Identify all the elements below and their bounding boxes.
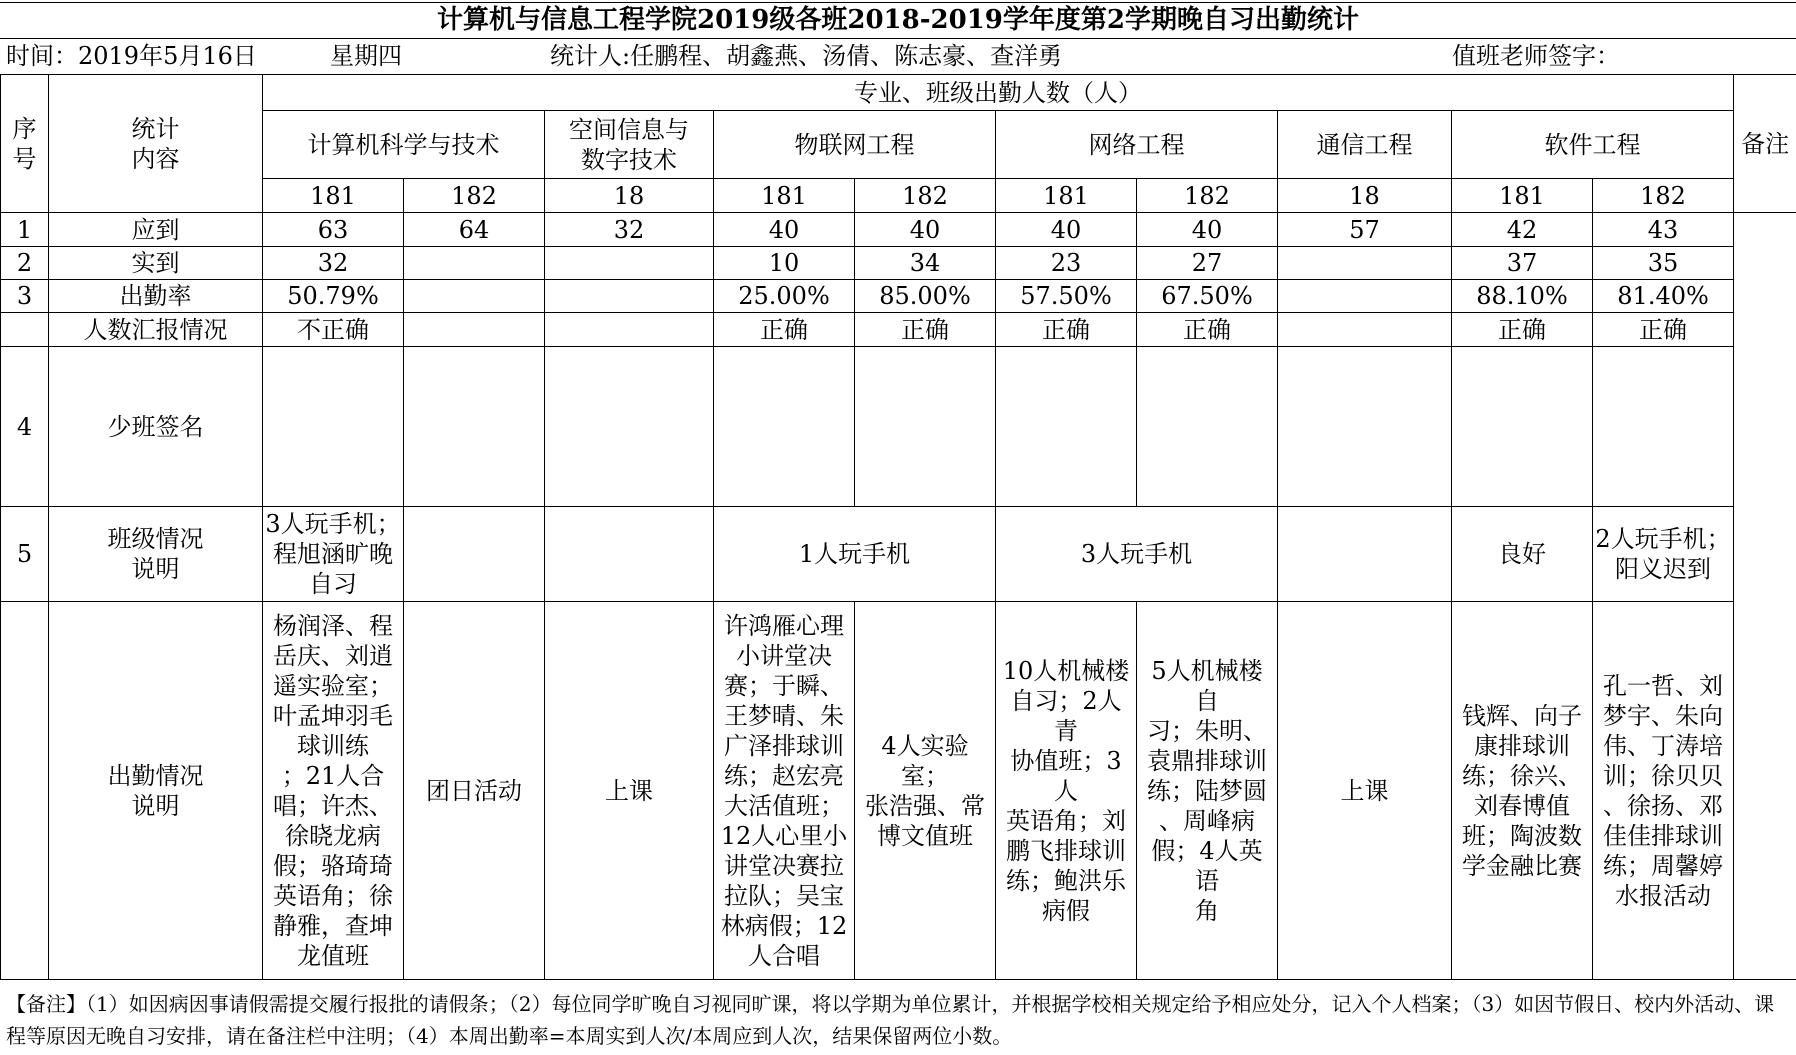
counters-label: 统计人:任鹏程、胡鑫燕、汤倩、陈志豪、查洋勇	[550, 42, 1063, 70]
value-cell: 34	[855, 247, 996, 280]
class-cell: 181	[1452, 179, 1593, 213]
attendance-note: 上课	[545, 602, 714, 980]
value-cell: 35	[1593, 247, 1734, 280]
sign-cell	[1278, 347, 1452, 507]
situation-sw181: 良好	[1452, 507, 1593, 602]
seq-cell: 4	[1, 347, 49, 507]
seq-cell: 3	[1, 280, 49, 313]
value-cell: 67.50%	[1137, 280, 1278, 313]
value-cell: 23	[996, 247, 1137, 280]
value-cell: 正确	[855, 313, 996, 347]
value-cell: 57	[1278, 213, 1452, 247]
value-cell: 40	[714, 213, 855, 247]
value-cell: 40	[996, 213, 1137, 247]
seq-cell	[1, 313, 49, 347]
row-label: 实到	[49, 247, 263, 280]
header-row-group	[1, 75, 1796, 111]
teacher-signature-label: 值班老师签字：	[1452, 42, 1620, 70]
situation-cell	[1278, 507, 1452, 602]
row-label: 出勤率	[49, 280, 263, 313]
value-cell: 85.00%	[855, 280, 996, 313]
value-cell: 正确	[714, 313, 855, 347]
row-actual	[1, 247, 1796, 280]
seq-cell: 5	[1, 507, 49, 602]
row-label: 人数汇报情况	[49, 313, 263, 347]
value-cell	[404, 247, 545, 280]
value-cell	[545, 280, 714, 313]
weekday-label: 星期四	[330, 42, 402, 70]
major-cs: 计算机科学与技术	[263, 111, 545, 179]
attendance-table	[0, 74, 1796, 980]
situation-cell	[545, 507, 714, 602]
class-cell: 181	[996, 179, 1137, 213]
attendance-note: 孔一哲、刘 梦宇、朱向 伟、丁涛培 训；徐贝贝 、徐扬、邓 佳佳排球训 练；周馨婷 水报活动	[1593, 602, 1734, 980]
header-row-classes	[1, 179, 1796, 213]
header-remark: 备注	[1734, 75, 1796, 213]
value-cell: 27	[1137, 247, 1278, 280]
attendance-note: 杨润泽、程 岳庆、刘逍 遥实验室； 叶孟坤羽毛 球训练 ；21人合 唱；许杰、 徐晓龙病 假；骆琦琦 英语角；徐 静雅，查坤 龙值班	[263, 602, 404, 980]
row-attendance	[1, 602, 1796, 980]
value-cell: 32	[263, 247, 404, 280]
value-cell: 81.40%	[1593, 280, 1734, 313]
row-label: 少班签名	[49, 347, 263, 507]
sign-cell	[855, 347, 996, 507]
attendance-note: 10人机械楼 自习；2人青 协值班；3人 英语角；刘 鹏飞排球训 练；鲍洪乐 病假	[996, 602, 1137, 980]
value-cell: 42	[1452, 213, 1593, 247]
row-label: 出勤情况 说明	[49, 602, 263, 980]
row-due	[1, 213, 1796, 247]
sheet-title: 计算机与信息工程学院2019级各班2018-2019学年度第2学期晚自习出勤统计	[437, 5, 1359, 35]
value-cell: 正确	[1593, 313, 1734, 347]
value-cell: 正确	[996, 313, 1137, 347]
value-cell: 不正确	[263, 313, 404, 347]
situation-cell	[404, 507, 545, 602]
seq-cell: 2	[1, 247, 49, 280]
value-cell: 43	[1593, 213, 1734, 247]
value-cell: 88.10%	[1452, 280, 1593, 313]
row-report	[1, 313, 1796, 347]
attendance-note: 5人机械楼自 习；朱明、 袁鼎排球训 练；陆梦圆 、周峰病 假；4人英语 角	[1137, 602, 1278, 980]
situation-iot: 1人玩手机	[714, 507, 996, 602]
footnote: 【备注】（1）如因病因事请假需提交履行报批的请假条；（2）每位同学旷晚自习视同旷课，将以学期为单位累计，并根据学校相关规定给予相应处分，记入个人档案；（3）如因节假日、校内外活动、课程等原因无晚自习安排，请在备注栏中注明；（4）本周出勤率=本周实到人次/本周应到人次，结果保留两位小数。	[6, 992, 1775, 1048]
value-cell: 37	[1452, 247, 1593, 280]
value-cell	[404, 313, 545, 347]
situation-network: 3人玩手机	[996, 507, 1278, 602]
sign-cell	[263, 347, 404, 507]
class-cell: 18	[545, 179, 714, 213]
row-rate	[1, 280, 1796, 313]
value-cell: 63	[263, 213, 404, 247]
remark-cell	[1734, 213, 1796, 980]
value-cell: 40	[855, 213, 996, 247]
value-cell: 10	[714, 247, 855, 280]
value-cell: 32	[545, 213, 714, 247]
sign-cell	[545, 347, 714, 507]
value-cell: 40	[1137, 213, 1278, 247]
seq-cell: 1	[1, 213, 49, 247]
sign-cell	[1137, 347, 1278, 507]
value-cell	[1278, 247, 1452, 280]
value-cell	[545, 313, 714, 347]
class-cell: 182	[404, 179, 545, 213]
sign-cell	[404, 347, 545, 507]
attendance-note: 许鸿雁心理 小讲堂决 赛；于瞬、 王梦晴、朱 广泽排球训 练；赵宏亮 大活值班； 12人心里小 讲堂决赛拉 拉队；吴宝 林病假；12 人合唱	[714, 602, 855, 980]
value-cell	[1278, 313, 1452, 347]
class-cell: 182	[1137, 179, 1278, 213]
attendance-note: 钱辉、向子 康排球训 练；徐兴、 刘春博值 班；陶波数 学金融比赛	[1452, 602, 1593, 980]
sign-cell	[996, 347, 1137, 507]
attendance-note: 团日活动	[404, 602, 545, 980]
row-situation	[1, 507, 1796, 602]
value-cell	[1278, 280, 1452, 313]
row-label: 应到	[49, 213, 263, 247]
info-row	[0, 38, 1796, 74]
value-cell: 正确	[1137, 313, 1278, 347]
value-cell: 正确	[1452, 313, 1593, 347]
class-cell: 182	[855, 179, 996, 213]
class-cell: 181	[263, 179, 404, 213]
major-comm: 通信工程	[1278, 111, 1452, 179]
header-row-majors	[1, 111, 1796, 179]
class-cell: 18	[1278, 179, 1452, 213]
major-iot: 物联网工程	[714, 111, 996, 179]
class-cell: 181	[714, 179, 855, 213]
major-network: 网络工程	[996, 111, 1278, 179]
value-cell: 64	[404, 213, 545, 247]
value-cell: 57.50%	[996, 280, 1137, 313]
header-content: 统计 内容	[49, 75, 263, 213]
value-cell	[404, 280, 545, 313]
attendance-note: 4人实验室； 张浩强、常 博文值班	[855, 602, 996, 980]
date-label: 时间：2019年5月16日	[6, 42, 257, 70]
sign-cell	[714, 347, 855, 507]
class-cell: 182	[1593, 179, 1734, 213]
situation-cs181: 3人玩手机； 程旭涵旷晚 自习	[263, 507, 404, 602]
header-seq: 序号	[1, 75, 49, 213]
header-group: 专业、班级出勤人数（人）	[263, 75, 1734, 111]
seq-cell	[1, 602, 49, 980]
attendance-note: 上课	[1278, 602, 1452, 980]
value-cell: 25.00%	[714, 280, 855, 313]
value-cell: 50.79%	[263, 280, 404, 313]
major-spatial: 空间信息与 数字技术	[545, 111, 714, 179]
sign-cell	[1593, 347, 1734, 507]
value-cell	[545, 247, 714, 280]
row-label: 班级情况 说明	[49, 507, 263, 602]
sign-cell	[1452, 347, 1593, 507]
situation-sw182: 2人玩手机； 阳义迟到	[1593, 507, 1734, 602]
major-software: 软件工程	[1452, 111, 1734, 179]
row-sign	[1, 347, 1796, 507]
